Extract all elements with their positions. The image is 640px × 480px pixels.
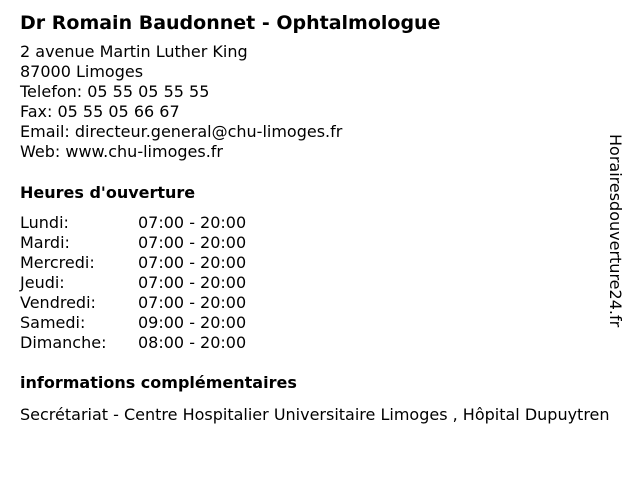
additional-info-heading: informations complémentaires — [20, 373, 297, 392]
opening-hours-table — [20, 213, 320, 353]
contact-block — [20, 42, 342, 162]
time-range: 07:00 - 20:00 — [138, 233, 247, 252]
hours-row-wednesday — [20, 253, 320, 273]
time-range: 07:00 - 20:00 — [138, 253, 247, 272]
address-street: 2 avenue Martin Luther King — [20, 42, 248, 61]
day-label: Lundi: — [20, 213, 69, 232]
day-label: Mercredi: — [20, 253, 95, 272]
email-address: Email: directeur.general@chu-limoges.fr — [20, 122, 343, 141]
hours-row-sunday — [20, 333, 320, 353]
opening-hours-heading: Heures d'ouverture — [20, 183, 196, 202]
additional-info-text: Secrétariat - Centre Hospitalier Universitaire Limoges , Hôpital Dupuytren — [20, 405, 610, 424]
time-range: 07:00 - 20:00 — [138, 273, 247, 292]
day-label: Mardi: — [20, 233, 70, 252]
time-range: 09:00 - 20:00 — [138, 313, 247, 332]
phone-number: Telefon: 05 55 05 55 55 — [20, 82, 210, 101]
site-watermark: Horairesdouverture24.fr — [606, 134, 625, 328]
time-range: 07:00 - 20:00 — [138, 293, 247, 312]
time-range: 07:00 - 20:00 — [138, 213, 247, 232]
time-range: 08:00 - 20:00 — [138, 333, 247, 352]
hours-row-tuesday — [20, 233, 320, 253]
day-label: Vendredi: — [20, 293, 96, 312]
day-label: Samedi: — [20, 313, 86, 332]
hours-row-monday — [20, 213, 320, 233]
hours-row-thursday — [20, 273, 320, 293]
fax-number: Fax: 05 55 05 66 67 — [20, 102, 180, 121]
website: Web: www.chu-limoges.fr — [20, 142, 223, 161]
hours-row-saturday — [20, 313, 320, 333]
day-label: Jeudi: — [20, 273, 65, 292]
day-label: Dimanche: — [20, 333, 107, 352]
page-title: Dr Romain Baudonnet - Ophtalmologue — [20, 12, 441, 34]
address-city: 87000 Limoges — [20, 62, 144, 81]
hours-row-friday — [20, 293, 320, 313]
